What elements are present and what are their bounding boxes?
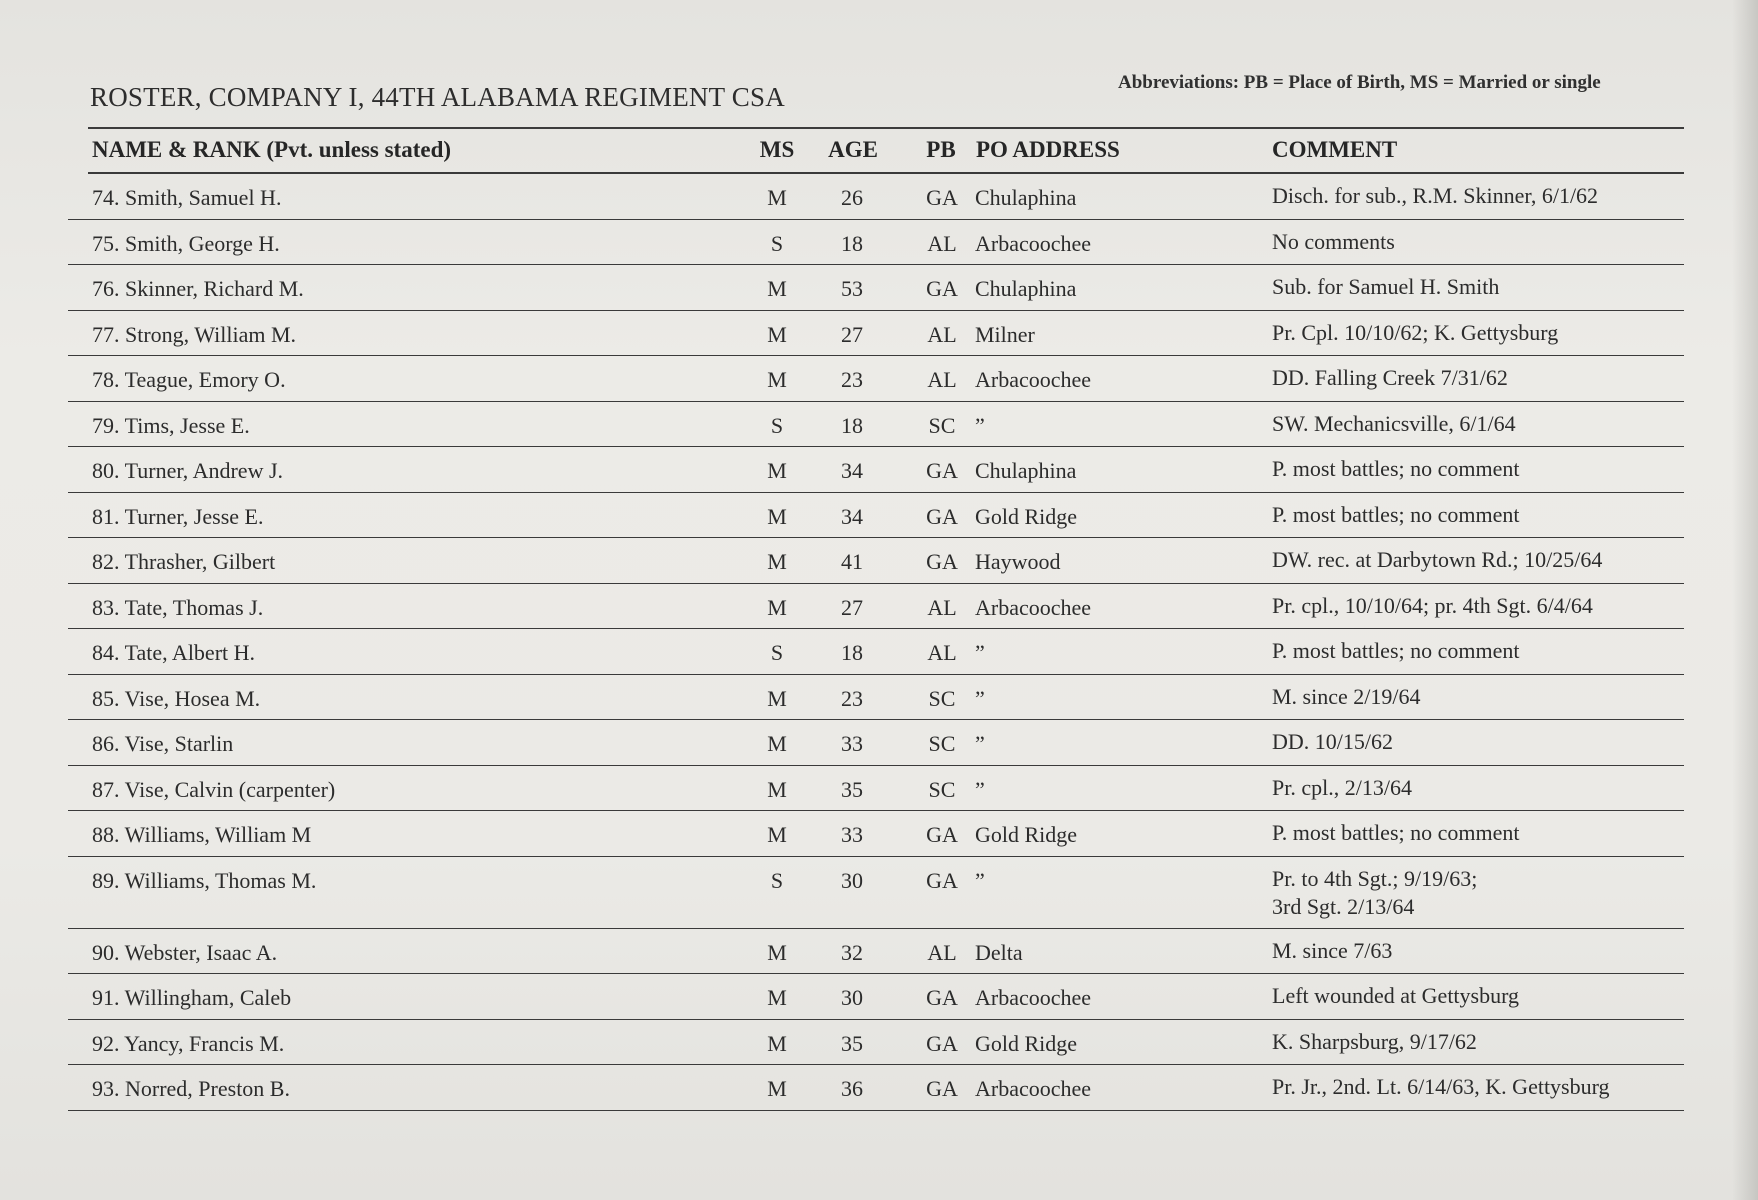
row-po-address: Chulaphina [975, 276, 1077, 301]
row-comment-line: Pr. cpl., 2/13/64 [1272, 774, 1412, 800]
row-place-of-birth: AL [927, 230, 957, 256]
row-age: 35 [841, 1030, 863, 1056]
row-comment [1272, 364, 1508, 392]
row-age: 26 [841, 185, 863, 210]
row-comment-line: M. since 2/19/64 [1272, 683, 1421, 709]
table-row [0, 1020, 1758, 1066]
row-name: 76. Skinner, Richard M. [92, 276, 304, 301]
row-marital-status: S [770, 230, 784, 256]
row-comment-line: DD. 10/15/62 [1272, 729, 1393, 754]
header-pb: PB [926, 137, 956, 162]
row-po-address: ” [975, 776, 985, 802]
row-place-of-birth: SC [928, 412, 956, 438]
row-po-address: Delta [975, 939, 1023, 965]
row-place-of-birth: GA [926, 549, 958, 574]
row-name: 75. Smith, George H. [92, 230, 280, 256]
row-place-of-birth: AL [927, 321, 957, 347]
row-marital-status: M [767, 685, 787, 711]
row-marital-status: M [767, 503, 787, 529]
row-age: 23 [841, 367, 863, 392]
row-comment [1272, 182, 1598, 210]
table-row [0, 675, 1758, 721]
row-comment-line: P. most battles; no comment [1272, 501, 1520, 527]
row-name: 90. Webster, Isaac A. [92, 939, 278, 965]
row-comment [1272, 319, 1558, 347]
row-po-address: Gold Ridge [975, 822, 1078, 847]
row-age: 27 [841, 321, 863, 347]
table-row [0, 974, 1758, 1020]
row-name: 89. Williams, Thomas M. [92, 867, 317, 893]
row-comment-line: P. most battles; no comment [1272, 456, 1520, 481]
row-place-of-birth: AL [927, 640, 957, 665]
abbreviations-note: Abbreviations: PB = Place of Birth, MS = Married or single [1118, 72, 1601, 93]
row-name: 74. Smith, Samuel H. [92, 185, 282, 210]
row-name: 82. Thrasher, Gilbert [92, 549, 276, 574]
row-marital-status: M [767, 939, 787, 965]
row-comment-line: DW. rec. at Darbytown Rd.; 10/25/64 [1272, 547, 1603, 572]
row-po-address: Chulaphina [975, 185, 1077, 210]
row-age: 33 [841, 822, 863, 847]
header-name: NAME & RANK (Pvt. unless stated) [92, 137, 452, 162]
row-name: 79. Tims, Jesse E. [92, 412, 250, 438]
row-place-of-birth: GA [926, 1076, 958, 1101]
row-comment-line: DD. Falling Creek 7/31/62 [1272, 365, 1508, 390]
row-po-address: Haywood [975, 549, 1061, 574]
row-comment-line: Left wounded at Gettysburg [1272, 983, 1520, 1008]
row-comment [1272, 592, 1593, 620]
row-marital-status: M [767, 185, 787, 210]
row-age: 32 [841, 939, 863, 965]
row-comment [1272, 501, 1520, 529]
row-po-address: Chulaphina [975, 458, 1077, 483]
row-po-address: Arbacoochee [975, 1076, 1092, 1101]
row-comment [1272, 774, 1412, 802]
row-comment [1272, 683, 1421, 711]
row-marital-status: S [770, 640, 784, 665]
row-comment-line: K. Sharpsburg, 9/17/62 [1272, 1028, 1477, 1054]
row-po-address: Milner [975, 321, 1035, 347]
row-comment-line: Pr. cpl., 10/10/64; pr. 4th Sgt. 6/4/64 [1272, 592, 1593, 618]
row-comment [1272, 273, 1499, 301]
row-comment-line: Pr. Cpl. 10/10/62; K. Gettysburg [1272, 319, 1559, 345]
table-row [0, 857, 1758, 929]
row-name: 93. Norred, Preston B. [92, 1076, 290, 1101]
row-name: 92. Yancy, Francis M. [92, 1030, 285, 1056]
row-age: 18 [841, 640, 863, 665]
row-comment-line: Sub. for Samuel H. Smith [1272, 274, 1500, 299]
table-row [0, 720, 1758, 766]
row-place-of-birth: SC [928, 776, 956, 802]
row-comment [1272, 819, 1520, 847]
row-place-of-birth: AL [927, 939, 957, 965]
row-rule [68, 1110, 1684, 1111]
row-place-of-birth: GA [926, 276, 958, 301]
row-age: 34 [841, 458, 863, 483]
row-name: 87. Vise, Calvin (carpenter) [92, 776, 336, 802]
row-comment-line: Pr. to 4th Sgt.; 9/19/63; [1272, 865, 1478, 891]
row-place-of-birth: AL [927, 367, 957, 392]
row-comment [1272, 410, 1516, 438]
row-place-of-birth: GA [926, 1030, 958, 1056]
row-marital-status: M [767, 549, 787, 574]
row-comment [1272, 455, 1520, 483]
row-place-of-birth: GA [926, 458, 958, 483]
row-comment-line: 3rd Sgt. 2/13/64 [1272, 893, 1415, 919]
table-row [0, 929, 1758, 975]
row-comment [1272, 637, 1520, 665]
table-row [0, 538, 1758, 584]
row-po-address: Arbacoochee [975, 367, 1092, 392]
row-age: 27 [841, 594, 863, 620]
row-place-of-birth: GA [926, 185, 958, 210]
header-po-address: PO ADDRESS [976, 137, 1120, 162]
row-name: 85. Vise, Hosea M. [92, 685, 261, 711]
row-comment-line: No comments [1272, 228, 1395, 254]
table-row [0, 811, 1758, 857]
row-age: 36 [841, 1076, 863, 1101]
row-place-of-birth: SC [928, 685, 956, 711]
row-age: 30 [841, 867, 863, 893]
row-po-address: Gold Ridge [975, 1030, 1078, 1056]
header-age: AGE [828, 137, 878, 162]
row-po-address: ” [975, 731, 985, 756]
row-comment [1272, 728, 1393, 756]
table-row [0, 220, 1758, 266]
table-header [0, 128, 1758, 174]
header-ms: MS [759, 137, 795, 162]
row-place-of-birth: GA [926, 985, 958, 1010]
table-row [0, 1065, 1758, 1111]
row-age: 41 [841, 549, 863, 574]
row-marital-status: M [767, 594, 787, 620]
row-marital-status: M [767, 1030, 787, 1056]
row-age: 18 [841, 230, 863, 256]
row-po-address: Gold Ridge [975, 503, 1078, 529]
table-row [0, 629, 1758, 675]
row-place-of-birth: AL [927, 594, 957, 620]
row-name: 84. Tate, Albert H. [92, 640, 256, 665]
row-name: 83. Tate, Thomas J. [92, 594, 264, 620]
row-po-address: ” [975, 867, 985, 893]
row-place-of-birth: GA [926, 867, 958, 893]
row-po-address: Arbacoochee [975, 594, 1092, 620]
row-comment-line: P. most battles; no comment [1272, 638, 1520, 663]
row-name: 88. Williams, William M [92, 822, 312, 847]
page-title: ROSTER, COMPANY I, 44TH ALABAMA REGIMENT CSA [90, 82, 785, 112]
row-marital-status: M [767, 367, 787, 392]
table-row [0, 493, 1758, 539]
row-age: 35 [841, 776, 863, 802]
row-marital-status: M [767, 985, 787, 1010]
row-age: 30 [841, 985, 863, 1010]
row-comment [1272, 865, 1477, 921]
row-age: 34 [841, 503, 863, 529]
roster-table-body [0, 174, 1758, 1111]
row-name: 91. Willingham, Caleb [92, 985, 292, 1010]
row-age: 18 [841, 412, 863, 438]
row-age: 53 [841, 276, 863, 301]
table-row [0, 766, 1758, 812]
row-marital-status: S [770, 867, 784, 893]
table-row [0, 311, 1758, 357]
row-comment [1272, 228, 1395, 256]
row-marital-status: M [767, 731, 787, 756]
row-place-of-birth: SC [928, 731, 956, 756]
row-comment-line: SW. Mechanicsville, 6/1/64 [1272, 410, 1516, 436]
row-name: 81. Turner, Jesse E. [92, 503, 264, 529]
row-comment [1272, 1073, 1610, 1101]
row-comment [1272, 982, 1519, 1010]
row-comment-line: M. since 7/63 [1272, 937, 1393, 963]
row-comment-line: Pr. Jr., 2nd. Lt. 6/14/63, K. Gettysburg [1272, 1074, 1610, 1099]
row-place-of-birth: GA [926, 503, 958, 529]
table-row [0, 402, 1758, 448]
row-age: 23 [841, 685, 863, 711]
row-po-address: ” [975, 685, 985, 711]
row-comment [1272, 937, 1392, 965]
row-comment-line: Disch. for sub., R.M. Skinner, 6/1/62 [1272, 183, 1599, 208]
table-row [0, 584, 1758, 630]
row-marital-status: M [767, 776, 787, 802]
table-row [0, 265, 1758, 311]
row-name: 78. Teague, Emory O. [92, 367, 286, 392]
row-marital-status: M [767, 321, 787, 347]
row-place-of-birth: GA [926, 822, 958, 847]
row-name: 86. Vise, Starlin [92, 731, 234, 756]
header-comment: COMMENT [1272, 137, 1398, 162]
row-comment [1272, 1028, 1477, 1056]
table-row [0, 174, 1758, 220]
row-po-address: Arbacoochee [975, 230, 1092, 256]
row-po-address: ” [975, 640, 985, 665]
row-name: 80. Turner, Andrew J. [92, 458, 284, 483]
row-age: 33 [841, 731, 863, 756]
row-comment-line: P. most battles; no comment [1272, 820, 1520, 845]
row-marital-status: M [767, 458, 787, 483]
table-row [0, 356, 1758, 402]
row-marital-status: M [767, 276, 787, 301]
row-marital-status: M [767, 822, 787, 847]
row-marital-status: M [767, 1076, 787, 1101]
row-comment [1272, 546, 1602, 574]
row-po-address: Arbacoochee [975, 985, 1092, 1010]
row-name: 77. Strong, William M. [92, 321, 297, 347]
table-row [0, 447, 1758, 493]
row-marital-status: S [770, 412, 784, 438]
row-po-address: ” [975, 412, 985, 438]
